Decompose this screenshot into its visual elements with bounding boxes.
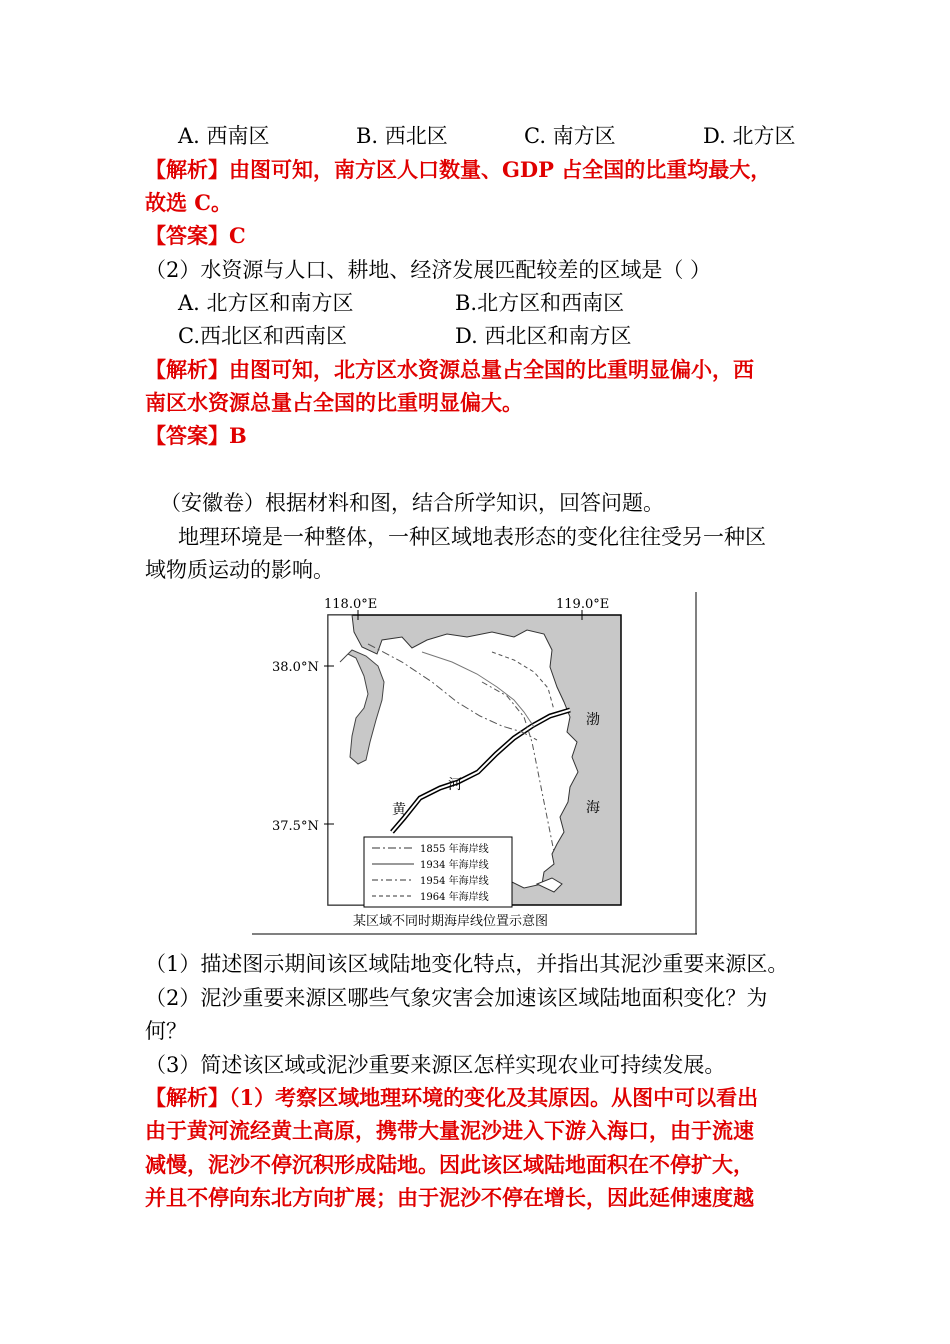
q2-analysis-line1: 【解析】由图可知，北方区水资源总量占全国的比重明显偏小，西 bbox=[145, 357, 754, 382]
q2-option-b: B.北方区和西南区 bbox=[455, 291, 625, 315]
legend-1954: 1954 年海岸线 bbox=[420, 876, 489, 887]
label-lon-119: 119.0°E bbox=[556, 597, 610, 612]
q1-option-c: C. 南方区 bbox=[524, 124, 616, 148]
q1-option-b: B. 西北区 bbox=[356, 124, 448, 148]
q1-answer: 【答案】C bbox=[145, 223, 246, 248]
label-bo: 渤 bbox=[586, 712, 600, 728]
label-huang: 黄 bbox=[392, 802, 406, 818]
legend-1934: 1934 年海岸线 bbox=[420, 860, 489, 871]
question-2-line1: （2）泥沙重要来源区哪些气象灾害会加速该区域陆地面积变化？为 bbox=[145, 986, 768, 1010]
q2-option-d: D. 西北区和南方区 bbox=[455, 324, 632, 348]
q2-answer: 【答案】B bbox=[145, 423, 247, 448]
q1-analysis-line2: 故选 C。 bbox=[145, 190, 233, 215]
final-analysis-line2: 由于黄河流经黄土高原，携带大量泥沙进入下游入海口，由于流速 bbox=[145, 1118, 754, 1143]
coastline-map-figure bbox=[252, 592, 697, 935]
q2-option-a: A. 北方区和南方区 bbox=[178, 291, 354, 315]
q1-analysis-line1: 【解析】由图可知，南方区人口数量、GDP 占全国的比重均最大， bbox=[145, 157, 772, 182]
anhui-intro: （安徽卷）根据材料和图，结合所学知识，回答问题。 bbox=[160, 491, 664, 515]
final-analysis-line3: 减慢，泥沙不停沉积形成陆地。因此该区域陆地面积在不停扩大， bbox=[145, 1152, 754, 1177]
coastline-map bbox=[252, 592, 697, 935]
q2-option-c: C.西北区和西南区 bbox=[178, 324, 347, 348]
label-lon-118: 118.0°E bbox=[324, 597, 378, 612]
q1-option-a: A. 西南区 bbox=[178, 124, 270, 148]
question-3: （3）简述该区域或泥沙重要来源区怎样实现农业可持续发展。 bbox=[145, 1053, 726, 1077]
legend-1964: 1964 年海岸线 bbox=[420, 892, 489, 903]
anhui-paragraph-line1: 地理环境是一种整体，一种区域地表形态的变化往往受另一种区 bbox=[178, 525, 766, 549]
q1-option-d: D. 北方区 bbox=[703, 124, 796, 148]
label-he: 河 bbox=[448, 777, 462, 793]
final-analysis-line1: 【解析】（1）考察区域地理环境的变化及其原因。从图中可以看出 bbox=[145, 1085, 759, 1110]
question-2-line2: 何？ bbox=[145, 1019, 187, 1043]
anhui-paragraph-line2: 域物质运动的影响。 bbox=[145, 558, 334, 582]
label-lat-38: 38.0°N bbox=[272, 660, 319, 675]
map-caption: 某区域不同时期海岸线位置示意图 bbox=[353, 914, 549, 929]
question-1: （1）描述图示期间该区域陆地变化特点，并指出其泥沙重要来源区。 bbox=[145, 952, 789, 976]
q2-analysis-line2: 南区水资源总量占全国的比重明显偏大。 bbox=[145, 390, 523, 415]
legend-1855: 1855 年海岸线 bbox=[420, 844, 489, 855]
label-hai: 海 bbox=[586, 800, 600, 816]
label-lat-37-5: 37.5°N bbox=[272, 819, 319, 834]
q2-stem: （2）水资源与人口、耕地、经济发展匹配较差的区域是（ ） bbox=[145, 258, 712, 282]
final-analysis-line4: 并且不停向东北方向扩展；由于泥沙不停在增长，因此延伸速度越 bbox=[145, 1185, 754, 1210]
